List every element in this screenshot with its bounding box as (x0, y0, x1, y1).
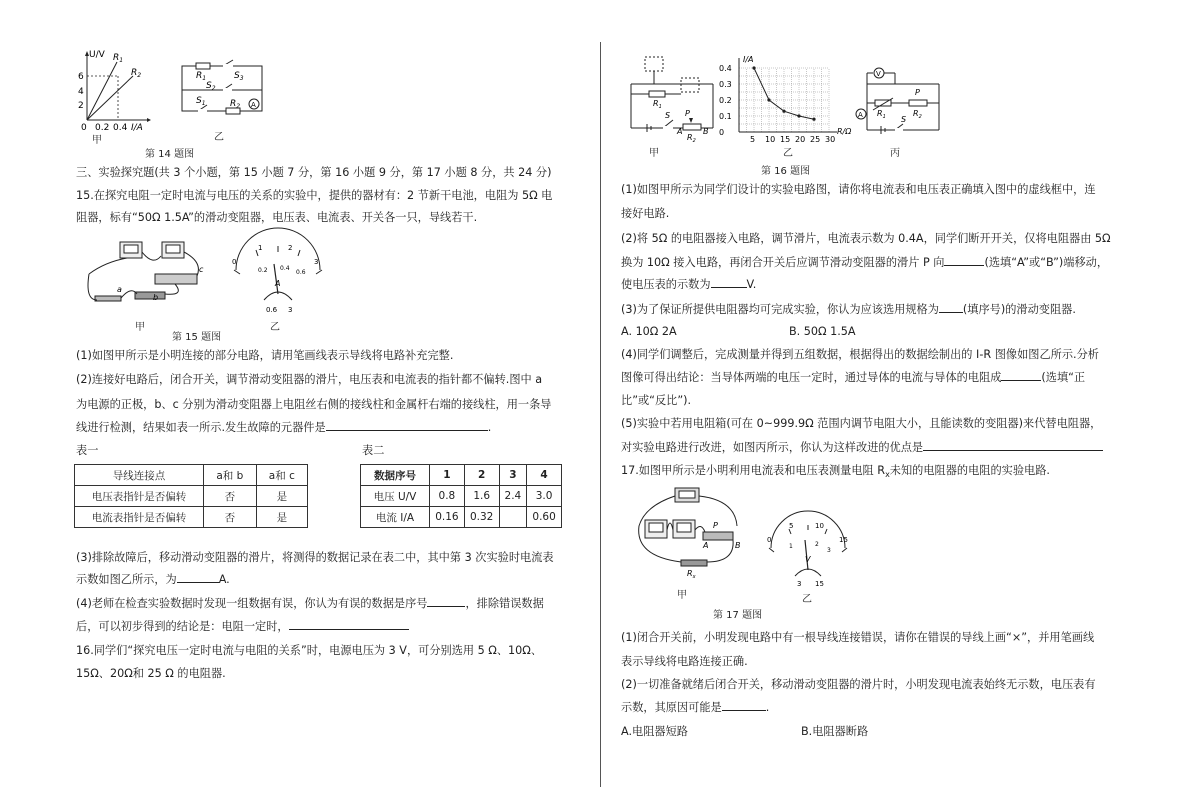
table2-cell: 0.16 (430, 507, 465, 528)
q16-p1-line1: (1)如图甲所示为同学们设计的实验电路图，请你将电流表和电压表正确填入图中的虚线框中，连 (621, 183, 1096, 196)
data-point (752, 66, 755, 69)
fig16-jia-label: 甲 (649, 148, 659, 159)
table1-header-cell: a和 c (256, 465, 307, 486)
table2-cell: 0.60 (527, 507, 562, 528)
table1-cell: 电压表指针是否偏转 (75, 486, 204, 507)
q16-p2-line2 (621, 255, 1108, 270)
fig15-dial-tick-2: 2 (288, 244, 293, 252)
fig14-xtick-0: 0 (81, 123, 87, 133)
table1-cell: 否 (204, 507, 257, 528)
q16-p5-text: 对实验电路进行改进，如图丙所示，你认为这样改进的优点是 (621, 441, 924, 454)
q17-option-b: B.电阻器断路 (801, 725, 869, 738)
q16-p2-line1: (2)将 5Ω 的电阻器接入电路，调节滑片，电流表示数为 0.4A，同学们断开开关，仅将电阻器由 5Ω (621, 232, 1111, 245)
q15-p4-line2 (76, 619, 409, 634)
fig17-caption: 第 17 题图 (713, 610, 763, 621)
fig15-dial-terminal-06: 0.6 (266, 306, 278, 314)
table1-cell: 否 (204, 486, 257, 507)
y-tick-label: 0.1 (719, 112, 732, 121)
fig14-circuit (178, 60, 268, 122)
q15-p2-text: 线进行检测，结果如表一所示.发生故障的元器件是 (76, 421, 326, 434)
q16-p3 (621, 302, 1076, 317)
q17-p2-line2 (621, 700, 769, 715)
q17-cause-blank[interactable] (722, 700, 766, 711)
q16-p3-text2: (填序号)的滑动变阻器. (962, 303, 1076, 316)
x-tick-label: 30 (825, 135, 836, 144)
table2-title: 表二 (362, 444, 385, 457)
q16-direction-blank[interactable] (944, 255, 984, 266)
q16-p1-line2: 接好电路. (621, 207, 670, 220)
table2-header-cell: 4 (527, 465, 562, 486)
data-point (782, 110, 785, 113)
x-tick-label: 15 (780, 135, 791, 144)
fig16-jia-p: P (685, 109, 690, 118)
fig14-y-label: U/V (89, 50, 105, 60)
fig16-bing-r1: $R_1$ (877, 109, 886, 120)
table2-cell: 电流 I/A (361, 507, 430, 528)
q16-intro-line2: 15Ω、20Ω和 25 Ω 的电阻器. (76, 667, 226, 680)
y-axis-label: I/A (743, 55, 754, 64)
fig14-ytick-2: 2 (78, 101, 84, 111)
x-tick-label: 25 (810, 135, 821, 144)
fig17-label-b: B (735, 541, 741, 550)
q15-wrong-data-blank[interactable] (427, 596, 465, 607)
fig17-yi-label: 乙 (802, 594, 812, 605)
fig17-label-rx: $R_x$ (687, 569, 696, 580)
fig16-bing-p: P (915, 88, 920, 97)
fig14-r1-label: $R_1$ (113, 53, 124, 64)
q17-option-a: A.电阻器短路 (621, 725, 688, 738)
fig15-dial-inner-06: 0.6 (296, 269, 306, 276)
fig14-xtick-02: 0.2 (95, 123, 110, 133)
q17-intro-sub: x (885, 470, 890, 480)
table2-header-row (361, 465, 562, 486)
table2-header-cell: 1 (430, 465, 465, 486)
fig15-dial-tick-0: 0 (232, 258, 237, 266)
q15-line2: 阻器，标有“50Ω 1.5A”的滑动变阻器，电压表、电流表、开关各一只，导线若干. (76, 211, 478, 224)
table2-cell: 0.8 (430, 486, 465, 507)
q15-p3-line1: (3)排除故障后，移动滑动变阻器的滑片，将测得的数据记录在表二中，其中第 3 次实验时电流表 (76, 551, 554, 564)
fig15-label-b: b (153, 293, 159, 302)
fig14-circuit-s3: $S_3$ (234, 71, 244, 82)
fig15-label-c: c (199, 265, 204, 274)
fig16-bing-s: S (901, 115, 907, 124)
q16-p2-text: 换为 10Ω 接入电路，再闭合开关后应调节滑动变阻器的滑片 P 向 (621, 256, 945, 269)
q16-voltage-blank[interactable] (711, 277, 747, 288)
q17-p1-line2: 表示导线将电路连接正确. (621, 655, 748, 668)
fig14-xtick-04: 0.4 (113, 123, 128, 133)
q16-relation-blank[interactable] (1001, 370, 1041, 381)
fig14-circuit-s1: $S_1$ (196, 96, 206, 107)
q16-p2-text3: 使电压表的示数为 (621, 278, 711, 291)
fig14-circuit-ammeter: A (251, 101, 256, 109)
table1-header-row (75, 465, 308, 486)
fig16-caption: 第 16 题图 (761, 166, 811, 177)
fig14-ytick-4: 4 (78, 87, 84, 97)
fig15-dial-inner-04: 0.4 (280, 265, 290, 272)
table1-cell: 电流表指针是否偏转 (75, 507, 204, 528)
fig17-dial-tick-5: 5 (789, 522, 794, 530)
q16-p4-line3: 比”或“反比”). (621, 394, 692, 407)
fig15-dial-terminal-3: 3 (288, 306, 293, 314)
x-tick-label: 5 (750, 135, 756, 144)
y-tick-label: 0 (719, 128, 725, 137)
table2-header-cell: 3 (499, 465, 527, 486)
q16-intro-line1: 16.同学们“探究电压一定时电流与电阻的关系”时，电源电压为 3 V，可分别选用 5 Ω、10Ω、 (76, 644, 543, 657)
q17-intro-text: 17.如图甲所示是小明利用电流表和电压表测量电阻 R (621, 464, 886, 477)
q15-p4-text: (4)老师在检查实验数据时发现一组数据有误，你认为有误的数据是序号 (76, 597, 428, 610)
q17-p2-line1: (2)一切准备就绪后闭合开关，移动滑动变阻器的滑片时，小明发现电流表始终无示数，电压表有 (621, 678, 1096, 691)
fig14-circuit-r1: $R_1$ (196, 71, 207, 82)
table2-cell: 2.4 (499, 486, 527, 507)
fig15-caption: 第 15 题图 (172, 332, 222, 343)
table1 (74, 464, 308, 528)
q15-p4-text2: ，排除错误数据 (465, 597, 544, 610)
fig14-circuit-r2: $R_2$ (230, 99, 241, 110)
fig15-ammeter-dial (228, 244, 328, 314)
q15-p2-line3 (76, 420, 491, 435)
q17-p2-text: 示数，其原因可能是 (621, 701, 722, 714)
q15-conclusion-blank[interactable] (289, 619, 409, 630)
fig17-jia-label: 甲 (677, 590, 687, 601)
table2-cell: 3.0 (527, 486, 562, 507)
q16-option-a: A. 10Ω 2A (621, 325, 677, 338)
q17-p2-period: . (765, 701, 770, 714)
data-point (812, 118, 815, 121)
fig17-dial-inner-2: 2 (815, 541, 819, 548)
fig17-voltmeter-dial (765, 524, 851, 586)
data-point (767, 98, 770, 101)
fig17-label-p: P (713, 521, 718, 530)
q16-p4-line2 (621, 370, 1085, 385)
q15-p1: (1)如图甲所示是小明连接的部分电路，请用笔画线表示导线将电路补充完整. (76, 349, 454, 362)
fig17-dial-inner-3: 3 (827, 547, 831, 554)
q17-intro-text2: 未知的电阻器的电阻的实验电路. (889, 464, 1050, 477)
fig17-dial-tick-0: 0 (767, 536, 772, 544)
q16-p2-unit: V. (746, 278, 757, 291)
y-tick-label: 0.4 (719, 64, 732, 73)
fig15-apparatus (75, 236, 210, 316)
q15-p3-unit: A. (218, 573, 230, 586)
q15-fault-answer-blank[interactable] (326, 420, 488, 431)
q17-p1-line1: (1)闭合开关前，小明发现电路中有一根导线连接错误，请你在错误的导线上画“×”，并用笔画线 (621, 631, 1095, 644)
table-row (75, 486, 308, 507)
q15-p3-text: 示数如图乙所示，为 (76, 573, 177, 586)
x-axis-label: R/Ω (837, 127, 852, 136)
fig17-dial-inner-1: 1 (789, 543, 793, 550)
table1-title: 表一 (76, 444, 99, 457)
q15-line1: 15.在探究电阻一定时电流与电压的关系的实验中，提供的器材有：2 节新干电池，电阻为 5Ω 电 (76, 189, 553, 202)
table2-header-cell: 数据序号 (361, 465, 430, 486)
fig15-label-a: a (117, 285, 122, 294)
table2-header-cell: 2 (464, 465, 499, 486)
table-row (75, 507, 308, 528)
q15-p2-line2: 为电源的正极，b、c 分别为滑动变阻器上电阻丝右侧的接线柱和金属杆右端的接线柱，用一条导 (76, 398, 552, 411)
fig16-jia-a: A (677, 127, 683, 136)
data-point (797, 114, 800, 117)
fig17-dial-tick-10: 10 (815, 522, 824, 530)
fig15-dial-letter: A (275, 279, 281, 288)
q15-p4-line1 (76, 596, 544, 611)
column-divider (600, 42, 601, 787)
table2 (360, 464, 562, 528)
fig14-ui-graph (75, 50, 155, 133)
q15-p4-conclusion: 后，可以初步得到的结论是：电阻一定时， (76, 620, 289, 633)
q16-p4-text2: (选填“正 (1041, 371, 1086, 384)
section3-title: 三、实验探究题(共 3 个小题，第 15 小题 7 分，第 16 小题 9 分，第 17 小题 8 分，共 24 分) (76, 166, 552, 179)
q16-p2-line3 (621, 277, 756, 292)
x-tick-label: 10 (765, 135, 776, 144)
q16-p4-line1: (4)同学们调整后，完成测量并得到五组数据，根据得出的数据绘制出的 I-R 图像如图乙所示.分析 (621, 348, 1099, 361)
table1-cell: 是 (256, 507, 307, 528)
fig17-dial-letter: V (805, 555, 811, 564)
fig16-ir-chart (715, 55, 852, 148)
fig16-jia-circuit (627, 54, 719, 142)
table2-cell (499, 507, 527, 528)
fig14-r2-label: $R_2$ (131, 68, 142, 79)
q16-p5-line2 (621, 440, 1103, 455)
table2-cell: 0.32 (464, 507, 499, 528)
fig14-caption: 第 14 题图 (145, 149, 195, 160)
fig14-circuit-s2: $S_2$ (206, 81, 216, 92)
table2-cell: 电压 U/V (361, 486, 430, 507)
fig16-yi-label: 乙 (783, 148, 793, 159)
right-column (605, 0, 1200, 798)
q15-p3-line2 (76, 572, 230, 587)
fig16-bing-ammeter: A (858, 111, 863, 119)
fig15-dial-inner-02: 0.2 (258, 267, 268, 274)
fig16-jia-b: B (703, 127, 709, 136)
q17-intro (621, 463, 1050, 482)
table1-header-cell: 导线连接点 (75, 465, 204, 486)
fig15-yi-label: 乙 (270, 322, 280, 333)
fig17-dial-terminal-3: 3 (797, 580, 802, 588)
q16-p5-line1: (5)实验中若用电阻箱(可在 0~999.9Ω 范围内调节电阻大小，且能读数的变阻器)来代替电阻器， (621, 417, 1102, 430)
q16-p4-text: 图像可得出结论：当导体两端的电压一定时，通过导体的电流与导体的电阻成 (621, 371, 1002, 384)
q15-p2-period: . (487, 421, 492, 434)
y-tick-label: 0.3 (719, 80, 732, 89)
fig17-dial-tick-15: 15 (839, 536, 848, 544)
q16-p2-text2: (选填“A”或“B”)端移动， (984, 256, 1109, 269)
q16-advantage-blank[interactable] (923, 440, 1103, 451)
fig14-ytick-6: 6 (78, 72, 84, 82)
x-tick-label: 20 (795, 135, 806, 144)
table2-cell: 1.6 (464, 486, 499, 507)
fig17-apparatus (625, 486, 765, 580)
fig17-dial-terminal-15: 15 (815, 580, 824, 588)
fig15-dial-tick-1: 1 (258, 244, 263, 252)
q16-p3-text: (3)为了保证所提供电阻器均可完成实验，你认为应该选用规格为 (621, 303, 939, 316)
fig14-x-label: I/A (131, 123, 143, 133)
fig16-bing-r2: $R_2$ (913, 109, 922, 120)
table-row (361, 507, 562, 528)
fig16-bing-label: 丙 (890, 148, 900, 159)
table1-header-cell: a和 b (204, 465, 257, 486)
fig16-jia-r1: $R_1$ (653, 99, 662, 110)
q15-current-answer-blank[interactable] (177, 572, 219, 583)
fig16-jia-s: S (665, 111, 671, 120)
fig16-jia-r2: $R_2$ (687, 133, 696, 144)
fig16-bing-circuit (855, 64, 945, 136)
q16-rheostat-blank[interactable] (939, 302, 963, 313)
fig16-bing-voltmeter: V (876, 70, 881, 78)
fig14-jia-label: 甲 (92, 135, 102, 146)
q16-option-b: B. 50Ω 1.5A (789, 325, 856, 338)
fig14-yi-label: 乙 (214, 132, 224, 143)
fig17-label-a: A (703, 541, 709, 550)
fig15-jia-label: 甲 (135, 322, 145, 333)
fig15-dial-tick-3: 3 (314, 258, 319, 266)
y-tick-label: 0.2 (719, 96, 732, 105)
q15-p2-line1: (2)连接好电路后，闭合开关，调节滑动变阻器的滑片，电压表和电流表的指针都不偏转.图中 a (76, 373, 543, 386)
table1-cell: 是 (256, 486, 307, 507)
table-row (361, 486, 562, 507)
